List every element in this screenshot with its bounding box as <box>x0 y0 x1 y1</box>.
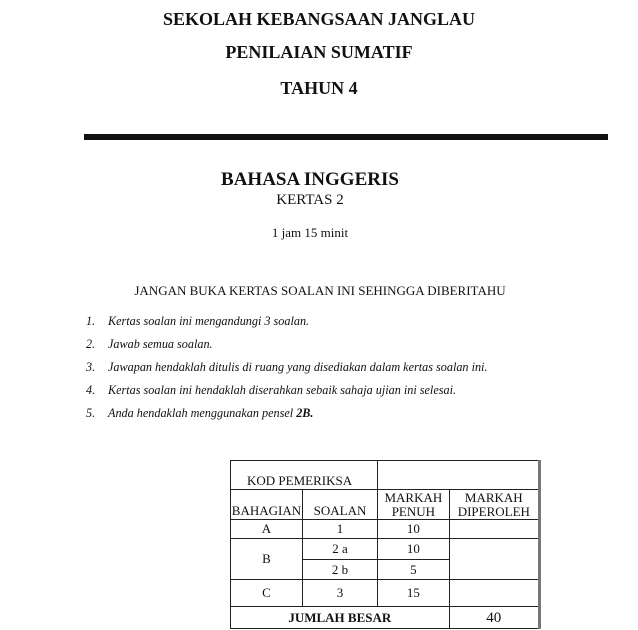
header-full-marks: MARKAH PENUH <box>378 490 450 520</box>
paper-label: KERTAS 2 <box>276 192 344 208</box>
marks-table <box>230 460 541 629</box>
instruction-text: Anda hendaklah menggunakan pensel <box>108 406 297 420</box>
instruction-text: Jawapan hendaklah ditulis di ruang yang disediakan dalam kertas soalan ini. <box>108 360 488 374</box>
instruction-item <box>86 312 487 335</box>
instruction-number: 5. <box>86 406 96 420</box>
warning-notice: JANGAN BUKA KERTAS SOALAN INI SEHINGGA DIBERITAHU <box>134 283 506 298</box>
header-question: SOALAN <box>302 490 377 520</box>
section-a: A <box>231 520 303 539</box>
section-c: C <box>231 580 303 607</box>
examiner-code-label: KOD PEMERIKSA <box>231 461 378 490</box>
header-divider <box>84 134 608 140</box>
instruction-number: 4. <box>86 383 96 397</box>
header-section: BAHAGIAN <box>231 490 303 520</box>
school-name: SEKOLAH KEBANGSAAN JANGLAU <box>162 9 476 29</box>
instructions-list <box>86 312 487 427</box>
instruction-item <box>86 381 487 404</box>
assessment-title: PENILAIAN SUMATIF <box>225 42 413 62</box>
header-marks-obtained: MARKAH DIPEROLEH <box>449 490 539 520</box>
full-marks-cell: 10 <box>378 539 450 560</box>
question-cell: 2 b <box>302 560 377 580</box>
table-row <box>231 539 540 560</box>
section-b: B <box>231 539 303 580</box>
instruction-text: Jawab semua soalan. <box>108 337 213 351</box>
marks-obtained-cell <box>449 580 539 607</box>
marks-obtained-cell <box>449 539 539 580</box>
instruction-item <box>86 335 487 358</box>
instruction-text: Kertas soalan ini mengandungi 3 soalan. <box>108 314 310 328</box>
year-label: TAHUN 4 <box>280 78 358 98</box>
question-cell: 1 <box>302 520 377 539</box>
pencil-grade: 2B. <box>296 406 314 420</box>
full-marks-cell: 5 <box>378 560 450 580</box>
table-row <box>231 520 540 539</box>
total-value: 40 <box>449 607 539 629</box>
examiner-code-field <box>378 461 540 490</box>
instruction-number: 2. <box>86 337 96 351</box>
table-row <box>231 580 540 607</box>
instruction-text: Kertas soalan ini hendaklah diserahkan sebaik sahaja ujian ini selesai. <box>108 383 456 397</box>
total-row <box>231 607 540 629</box>
instruction-item <box>86 404 487 427</box>
total-label: JUMLAH BESAR <box>231 607 450 629</box>
question-cell: 3 <box>302 580 377 607</box>
full-marks-cell: 10 <box>378 520 450 539</box>
instruction-item <box>86 358 487 381</box>
marks-obtained-cell <box>449 520 539 539</box>
duration-label: 1 jam 15 minit <box>271 225 349 240</box>
full-marks-cell: 15 <box>378 580 450 607</box>
question-cell: 2 a <box>302 539 377 560</box>
instruction-number: 1. <box>86 314 96 328</box>
subject-title: BAHASA INGGERIS <box>221 169 399 190</box>
instruction-number: 3. <box>86 360 96 374</box>
